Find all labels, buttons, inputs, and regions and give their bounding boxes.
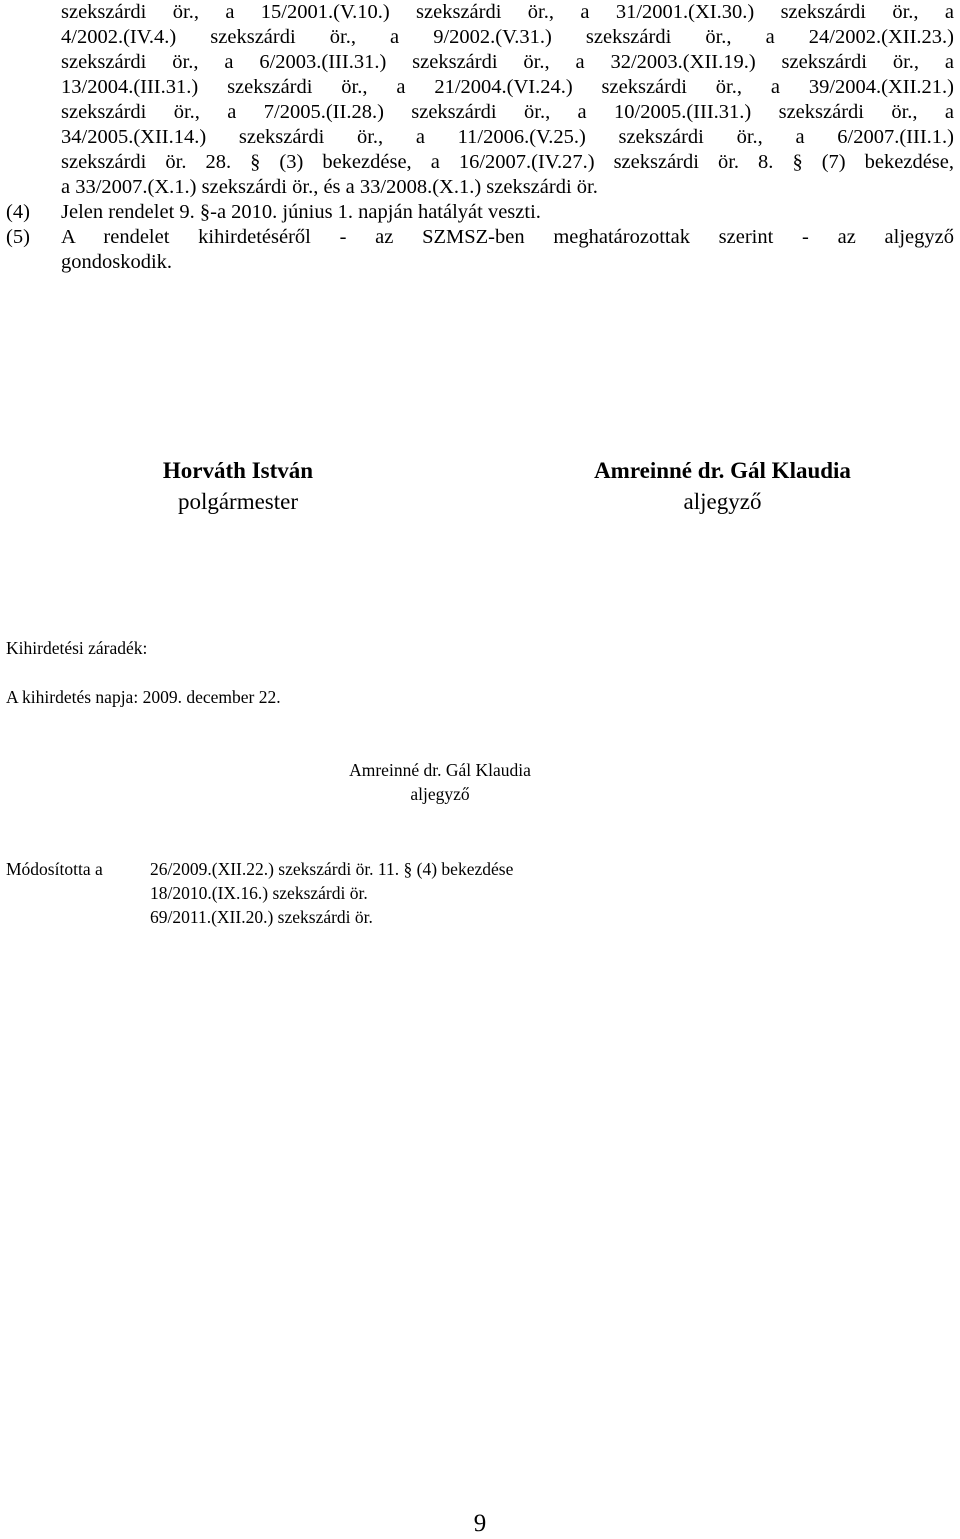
signature-notary-role: aljegyző (683, 489, 762, 514)
signature-notary (540, 455, 905, 517)
clause-4-number: (4) (6, 201, 30, 223)
clause-5-line: A rendelet kihirdetéséről - az SZMSZ-ben meghatározottak szerint - az aljegyző (61, 226, 954, 248)
clause-4 (6, 200, 954, 225)
page-number: 9 (473, 1510, 487, 1537)
clause-3-line: 4/2002.(IV.4.) szekszárdi ör., a 9/2002.(V.31.) szekszárdi ör., a 24/2002.(XII.23.) (61, 26, 954, 48)
clause-5-body (61, 225, 954, 275)
clause-3-body (61, 0, 954, 200)
modification-item: 69/2011.(XII.20.) szekszárdi ör. (150, 907, 373, 927)
clause-3-line: szekszárdi ör., a 15/2001.(V.10.) szekszárdi ör., a 31/2001.(XI.30.) szekszárdi ör., a (61, 1, 954, 23)
clause-3-continuation (6, 0, 954, 200)
announcement-date: A kihirdetés napja: 2009. december 22. (6, 687, 281, 707)
clause-3-line: szekszárdi ör., a 6/2003.(III.31.) szekszárdi ör., a 32/2003.(XII.19.) szekszárdi ör., a (61, 51, 954, 73)
clause-3-line: szekszárdi ör., a 7/2005.(II.28.) szekszárdi ör., a 10/2005.(III.31.) szekszárdi ör., a (61, 101, 954, 123)
clause-3-line: szekszárdi ör. 28. § (3) bekezdése, a 16/2007.(IV.27.) szekszárdi ör. 8. § (7) bekezdése, (61, 151, 954, 173)
clause-3-line: 34/2005.(XII.14.) szekszárdi ör., a 11/2006.(V.25.) szekszárdi ör., a 6/2007.(III.1.) (61, 126, 954, 148)
clause-5 (6, 225, 954, 275)
announcement-heading: Kihirdetési záradék: (6, 638, 148, 658)
announcement-signer (250, 758, 630, 806)
clause-3-line: a 33/2007.(X.1.) szekszárdi ör., és a 33/2008.(X.1.) szekszárdi ör. (61, 176, 598, 198)
modifications-label: Módosította a (6, 859, 103, 879)
clause-5-number: (5) (6, 226, 30, 248)
announcement-signer-role: aljegyző (410, 784, 470, 804)
signature-mayor (118, 455, 358, 517)
clause-4-body (61, 200, 954, 225)
clause-3-line: 13/2004.(III.31.) szekszárdi ör., a 21/2004.(VI.24.) szekszárdi ör., a 39/2004.(XII.21.) (61, 76, 954, 98)
signature-mayor-role: polgármester (177, 489, 299, 514)
announcement-signer-name: Amreinné dr. Gál Klaudia (349, 760, 531, 780)
modification-item: 26/2009.(XII.22.) szekszárdi ör. 11. § (4) bekezdése (150, 859, 514, 879)
modifications-list (150, 857, 513, 929)
signature-notary-name: Amreinné dr. Gál Klaudia (594, 458, 851, 483)
signature-mayor-name: Horváth István (162, 458, 314, 483)
clause-4-text: Jelen rendelet 9. §-a 2010. június 1. napján hatályát veszti. (61, 201, 541, 223)
modification-item: 18/2010.(IX.16.) szekszárdi ör. (150, 883, 368, 903)
clause-5-line: gondoskodik. (61, 251, 173, 273)
